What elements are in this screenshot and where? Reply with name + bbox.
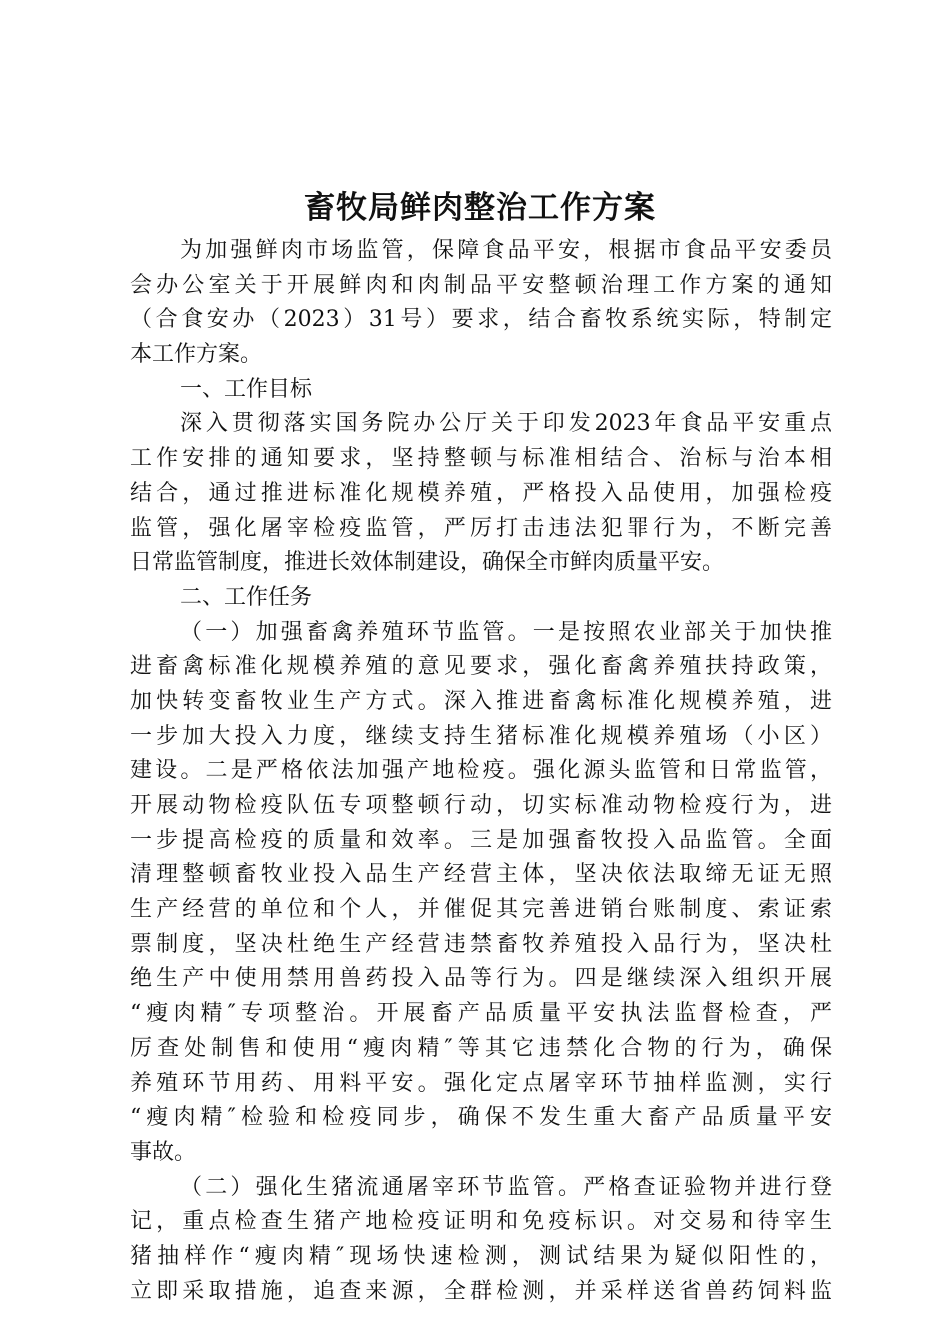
text-line: 日常监管制度，推进长效体制建设，确保全市鲜肉质量平安。: [130, 550, 725, 576]
text-line: 二、工作任务: [180, 584, 313, 610]
text-line: 养殖环节用药、用料平安。强化定点屠宰环节抽样监测，实行: [130, 1070, 832, 1096]
document-title: 畜牧局鲜肉整治工作方案: [304, 190, 656, 226]
text-line: 一步加大投入力度，继续支持生猪标准化规模养殖场（小区）: [130, 723, 832, 749]
text-line: 厉查处制售和使用“瘦肉精″等其它违禁化合物的行为，确保: [130, 1035, 832, 1061]
text-line: “瘦肉精″检验和检疫同步，确保不发生重大畜产品质量平安: [130, 1105, 832, 1131]
text-line: 开展动物检疫队伍专项整顿行动，切实标准动物检疫行为，进: [130, 793, 832, 818]
text-line: 猪抽样作“瘦肉精″现场快速检测，测试结果为疑似阳性的，: [130, 1243, 832, 1269]
text-line: 本工作方案。: [130, 342, 263, 368]
text-line: 记，重点检查生猪产地检疫证明和免疫标识。对交易和待宰生: [130, 1209, 832, 1235]
text-line: 生产经营的单位和个人，并催促其完善进销台账制度、索证索: [130, 897, 832, 923]
text-line: 立即采取措施，追查来源，全群检测，并采样送省兽药饲料监: [130, 1278, 832, 1304]
text-line: 为加强鲜肉市场监管，保障食品平安，根据市食品平安委员: [180, 238, 832, 263]
text-line: 绝生产中使用禁用兽药投入品等行为。四是继续深入组织开展: [130, 966, 832, 992]
text-line: 进畜禽标准化规模养殖的意见要求，强化畜禽养殖扶持政策，: [130, 654, 832, 680]
text-line: （合食安办（2023）31号）要求，结合畜牧系统实际，特制定: [130, 307, 832, 333]
text-line: 监管，强化屠宰检疫监管，严厉打击违法犯罪行为，不断完善: [130, 515, 832, 541]
text-line: （二）强化生猪流通屠宰环节监管。严格查证验物并进行登: [180, 1174, 832, 1200]
text-line: “瘦肉精″专项整治。开展畜产品质量平安执法监督检查，严: [130, 1001, 832, 1027]
text-line: 事故。: [130, 1139, 197, 1165]
text-line: 深入贯彻落实国务院办公厅关于印发2023年食品平安重点: [180, 411, 832, 437]
text-line: 工作安排的通知要求，坚持整顿与标准相结合、治标与治本相: [130, 446, 832, 472]
text-line: 加快转变畜牧业生产方式。深入推进畜禽标准化规模养殖，进: [130, 688, 832, 714]
text-line: 建设。二是严格依法加强产地检疫。强化源头监管和日常监管，: [130, 758, 832, 784]
text-line: 一步提高检疫的质量和效率。三是加强畜牧投入品监管。全面: [130, 827, 832, 853]
text-line: 票制度，坚决杜绝生产经营违禁畜牧养殖投入品行为，坚决杜: [130, 931, 832, 957]
text-line: （一）加强畜禽养殖环节监管。一是按照农业部关于加快推: [180, 619, 832, 645]
text-line: 清理整顿畜牧业投入品生产经营主体，坚决依法取缔无证无照: [130, 862, 832, 888]
text-line: 结合，通过推进标准化规模养殖，严格投入品使用，加强检疫: [130, 480, 832, 506]
document-body: [130, 234, 832, 1309]
text-line: 会办公室关于开展鲜肉和肉制品平安整顿治理工作方案的通知: [130, 272, 832, 298]
text-line: 一、工作目标: [180, 376, 313, 402]
